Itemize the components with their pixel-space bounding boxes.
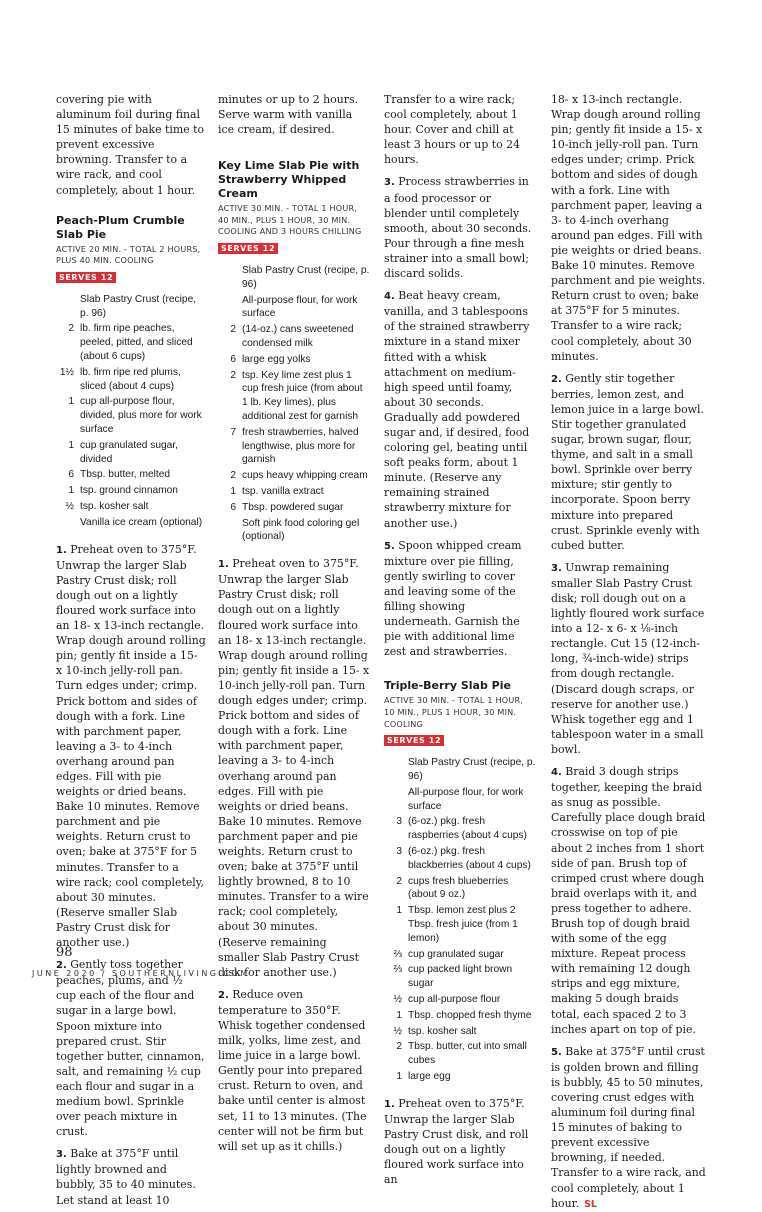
ingredient-qty: 1 — [396, 1070, 402, 1082]
ingredient-qty: 3 — [396, 816, 402, 828]
ingredient-qty: 2 — [396, 875, 402, 887]
ingredient-qty: 3 — [396, 845, 402, 857]
ingredient-qty — [218, 517, 242, 545]
step-paragraph — [218, 556, 370, 980]
ingredient-qty: 1 — [396, 905, 402, 917]
ingredient-text: Tbsp. powdered sugar — [242, 501, 344, 513]
ingredient-text: large egg yolks — [242, 353, 311, 365]
step-text: Preheat oven to 375°F. Unwrap the larger Slab Pastry Crust disk; roll dough out on a lightly floured work surface into an 18- x 13-inch rectangle. Wrap dough around rolling pin; gently fit inside a 15- x 10-inch jelly-roll pan. Turn dough edges under; crimp. Prick bottom and sides of dough with a fork. Line with parchment paper, leaving a 3- to 4-inch overhang around pan edges. Fill with pie weights or dried beans. Bake 10 minutes. Remove parchment paper and pie weights. Return crust to oven; bake at 375°F until lightly browned, 8 to 10 minutes. Transfer to a wire rack; cool completely, about 30 minutes. (Reserve remaining smaller Slab Pastry Crust disk for another use.) — [218, 557, 370, 979]
serves-badge: SERVES 12 — [56, 272, 116, 283]
ingredient-qty: 6 — [230, 353, 236, 365]
ingredient-qty — [56, 516, 80, 530]
step-list — [218, 556, 370, 1154]
brand-mark: SL — [584, 1198, 597, 1210]
step-list — [384, 1096, 536, 1188]
ingredient-item — [56, 516, 206, 530]
ingredient-text: Vanilla ice cream (optional) — [80, 516, 203, 528]
ingredient-list — [384, 756, 536, 1084]
step-paragraph — [551, 371, 707, 553]
ingredient-qty — [56, 293, 80, 321]
step-text: Bake at 375°F until lightly browned and bubbly, 35 to 40 minutes. Let stand at least 10 — [56, 1147, 196, 1207]
step-paragraph — [551, 1044, 707, 1212]
step-number: 1. — [218, 559, 229, 571]
step-number: 3. — [384, 177, 395, 189]
step-number: 2. — [218, 989, 229, 1001]
ingredient-text: tsp. kosher salt — [408, 1025, 477, 1037]
recipe-peach-plum — [56, 214, 206, 1208]
ingredient-item — [218, 264, 370, 292]
step-paragraph — [56, 957, 206, 1139]
step-list — [551, 371, 707, 1212]
step-text: Preheat oven to 375°F. Unwrap the larger Slab Pastry Crust disk; roll dough out on a lightly floured work surface into an 18- x 13-inch rectangle. Wrap dough around rolling pin; gently fit inside a 15- x 10-inch jelly-roll pan. Turn edges under; crimp. Prick bottom and sides of dough with a fork. Line with parchment paper, leaving a 3- to 4-inch overhang around pan edges. Fill with pie weights or dried beans. Bake 10 minutes. Remove parchment and pie weights. Return crust to oven; bake at 375°F for 5 minutes. Transfer to a wire rack; cool completely, about 30 minutes. (Reserve smaller Slab Pastry Crust disk for another use.) — [56, 542, 206, 950]
step-text: Reduce oven temperature to 350°F. Whisk together condensed milk, yolks, lime zest, and lime juice in a large bowl. Gently pour into prepared crust. Return to oven, and bake until center is almost set, 11 to 13 minutes. (The center will not be firm but will set up as it chills.) — [218, 987, 367, 1153]
column-2 — [218, 92, 370, 1154]
ingredient-text: cup packed light brown sugar — [408, 964, 513, 990]
step-number: 5. — [551, 1046, 562, 1058]
step-number: 2. — [56, 960, 67, 972]
ingredient-text: tsp. vanilla extract — [242, 486, 324, 498]
step-paragraph — [56, 1146, 206, 1207]
ingredient-list — [56, 293, 206, 530]
intro-text: 18- x 13-inch rectangle. Wrap dough around rolling pin; gently fit inside a 15- x 10-inch jelly-roll pan. Turn edges under; crimp. Prick bottom and sides of dough with a fork. Line with parchment paper, leaving a 3- to 4-inch overhang around pan edges. Fill with pie weights or dried beans. Bake 10 minutes. Remove parchment and pie weights. Return crust to oven; bake at 375°F for 5 minutes. Transfer to a wire rack; cool completely, about 30 minutes. — [551, 93, 706, 363]
ingredient-qty — [218, 264, 242, 292]
ingredient-qty: 1 — [396, 1009, 402, 1021]
column-3 — [384, 92, 536, 1187]
step-text: Spoon whipped cream mixture over pie filling, gently swirling to cover and leaving some of the filling showing underneath. Garnish the pie with additional lime zest and strawberries. — [384, 538, 522, 659]
ingredient-item — [384, 875, 536, 903]
ingredient-item — [384, 1070, 536, 1084]
ingredient-item — [384, 963, 536, 991]
ingredient-qty: 1 — [68, 439, 74, 451]
ingredient-qty: ½ — [65, 501, 74, 512]
recipe-meta: ACTIVE 30 MIN. - TOTAL 1 HOUR, 40 MIN., PLUS 1 HOUR, 30 MIN. COOLING AND 3 HOURS CHILLING — [218, 203, 362, 237]
ingredient-text: tsp. Key lime zest plus 1 cup fresh juice (from about 1 lb. Key limes), plus additional zest for garnish — [242, 369, 363, 423]
ingredient-text: lb. firm ripe red plums, sliced (about 4 cups) — [80, 366, 181, 392]
ingredient-item — [384, 1040, 536, 1068]
ingredient-item — [218, 517, 370, 545]
ingredient-item — [56, 322, 206, 363]
recipe-key-lime — [218, 159, 370, 1154]
ingredient-qty: 6 — [230, 501, 236, 513]
step-paragraph — [384, 288, 536, 531]
ingredient-item — [218, 426, 370, 467]
ingredient-qty: 1 — [68, 396, 74, 408]
step-number: 3. — [551, 562, 562, 574]
recipe-title: Key Lime Slab Pie with Strawberry Whipped Cream — [218, 159, 360, 201]
ingredient-text: Slab Pastry Crust (recipe, p. 96) — [242, 265, 370, 290]
ingredient-text: Tbsp. lemon zest plus 2 Tbsp. fresh juice (from 1 lemon) — [408, 905, 518, 944]
column-4 — [551, 92, 707, 1212]
ingredient-qty — [218, 294, 242, 322]
ingredient-item — [56, 484, 206, 498]
step-paragraph — [551, 560, 707, 757]
step-text: Process strawberries in a food processor or blender until completely smooth, about 30 seconds. Pour through a fine mesh strainer into a small bowl; discard solids. — [384, 175, 532, 281]
ingredient-item — [384, 948, 536, 962]
ingredient-list — [218, 264, 370, 544]
recipe-title: Triple-Berry Slab Pie — [384, 679, 511, 693]
ingredient-item — [218, 353, 370, 367]
recipe-meta: ACTIVE 30 MIN. - TOTAL 1 HOUR, 10 MIN., PLUS 1 HOUR, 30 MIN. COOLING — [384, 695, 524, 729]
recipe-title: Peach-Plum Crumble Slab Pie — [56, 213, 185, 241]
ingredient-item — [218, 501, 370, 515]
step-number: 1. — [384, 1098, 395, 1110]
ingredient-qty: 2 — [230, 369, 236, 381]
ingredient-qty: 2 — [396, 1041, 402, 1053]
step-number: 1. — [56, 544, 67, 556]
ingredient-text: cups heavy whipping cream — [242, 470, 368, 482]
serves-badge: SERVES 12 — [384, 735, 444, 746]
ingredient-text: tsp. ground cinnamon — [80, 485, 178, 497]
ingredient-item — [384, 786, 536, 814]
step-paragraph — [384, 1096, 536, 1188]
step-text: Gently toss together peaches, plums, and ½ cup each of the flour and sugar in a large bowl. Spoon mixture into prepared crust. Stir together butter, cinnamon, salt, and remaining ½ cup each flour and sugar in a medium bowl. Sprinkle over peach mixture in crust. — [56, 958, 205, 1139]
ingredient-qty — [384, 786, 408, 814]
ingredient-item — [218, 323, 370, 351]
ingredient-text: (14-oz.) cans sweetened condensed milk — [242, 324, 354, 350]
ingredient-qty: ½ — [393, 993, 402, 1005]
step-number: 4. — [551, 767, 562, 779]
step-text: Braid 3 dough strips together, keeping the braid as snug as possible. Carefully place dough braid crosswise on top of pie about 2 inches from 1 short side of pan. Brush top of crimped crust where dough braid overlaps with it, and press together to adhere. Brush top of dough braid with some of the egg mixture. Repeat process with remaining 12 dough strips and egg mixture, making 5 dough braids total, each spaced 2 to 3 inches apart on top of pie. — [551, 765, 706, 1036]
intro-text: minutes or up to 2 hours. Serve warm with vanilla ice cream, if desired. — [218, 93, 359, 137]
ingredient-text: lb. firm ripe peaches, peeled, pitted, and sliced (about 6 cups) — [80, 323, 193, 363]
ingredient-text: Tbsp. butter, cut into small cubes — [408, 1041, 527, 1067]
ingredient-item — [218, 369, 370, 424]
ingredient-item — [56, 500, 206, 514]
serves-badge: SERVES 12 — [218, 243, 278, 254]
ingredient-text: All-purpose flour, for work surface — [408, 786, 524, 812]
ingredient-text: Slab Pastry Crust (recipe, p. 96) — [80, 293, 197, 319]
step-list — [384, 174, 536, 659]
ingredient-item — [384, 1025, 536, 1039]
page-number: 98 — [56, 945, 73, 960]
ingredient-item — [384, 993, 536, 1007]
ingredient-text: Soft pink food coloring gel (optional) — [242, 517, 360, 543]
ingredient-item — [218, 469, 370, 483]
ingredient-text: All-purpose flour, for work surface — [242, 294, 358, 320]
step-number: 4. — [384, 291, 395, 303]
ingredient-item — [384, 845, 536, 873]
ingredient-qty — [384, 756, 408, 784]
recipe-triple-berry — [384, 679, 536, 1187]
step-text: Preheat oven to 375°F. Unwrap the larger Slab Pastry Crust disk, and roll dough out on a lightly floured work surface into an — [384, 1096, 529, 1187]
footer-text: JUNE 2020 / SOUTHERNLIVING.COM — [32, 969, 250, 978]
ingredient-text: Slab Pastry Crust (recipe, p. 96) — [408, 757, 536, 782]
step-text: Unwrap remaining smaller Slab Pastry Crust disk; roll dough out on a lightly floured work surface into a 12- x 6- x ⅛-inch rectangle. Cut 15 (12-inch-long, ¾-inch-wide) strips from dough rectangle. (Discard dough scraps, or reserve for another use.) Whisk together egg and 1 tablespoon water in a small bowl. — [551, 560, 705, 756]
ingredient-item — [56, 293, 206, 321]
ingredient-text: large egg — [408, 1070, 451, 1082]
ingredient-item — [56, 395, 206, 436]
ingredient-item — [56, 468, 206, 482]
column-1 — [56, 92, 206, 1208]
ingredient-item — [56, 439, 206, 467]
ingredient-qty: 2 — [230, 324, 236, 336]
ingredient-text: cup all-purpose flour, divided, plus more for work surface — [80, 396, 202, 436]
ingredient-item — [384, 1009, 536, 1023]
ingredient-text: (6-oz.) pkg. fresh raspberries (about 4 cups) — [408, 816, 527, 842]
step-text: Beat heavy cream, vanilla, and 3 tablespoons of the strained strawberry mixture in a stand mixer fitted with a whisk attachment on medium-high speed until foamy, about 30 seconds. Gradually add powdered sugar and, if desired, food coloring gel, beating until soft peaks form, about 1 minute. (Reserve any remaining strained strawberry mixture for another use.) — [384, 289, 530, 530]
ingredient-qty: 7 — [230, 426, 236, 438]
ingredient-text: fresh strawberries, halved lengthwise, plus more for garnish — [242, 426, 359, 466]
ingredient-qty: 1½ — [59, 366, 74, 378]
ingredient-qty: 1 — [230, 486, 236, 498]
ingredient-text: cup all-purpose flour — [408, 993, 501, 1005]
ingredient-item — [384, 756, 536, 784]
ingredient-item — [56, 366, 206, 394]
ingredient-qty: 2 — [68, 323, 74, 335]
step-list — [56, 542, 206, 1208]
ingredient-text: (6-oz.) pkg. fresh blackberries (about 4 cups) — [408, 845, 531, 871]
step-text: Gently stir together berries, lemon zest, and lemon juice in a large bowl. Stir together granulated sugar, brown sugar, flour, thyme, and salt in a small bowl. Sprinkle over berry mixture; stir gently to incorporate. Spoon berry mixture into prepared crust. Sprinkle evenly with cubed butter. — [551, 371, 704, 552]
intro-text: covering pie with aluminum foil during final 15 minutes of bake time to prevent excessive browning. Transfer to a wire rack, and cool completely, about 1 hour. — [56, 93, 205, 197]
ingredient-qty: 1 — [68, 485, 74, 497]
ingredient-qty: ⅔ — [393, 948, 402, 960]
ingredient-text: cup granulated sugar — [408, 948, 504, 960]
step-paragraph — [384, 174, 536, 281]
ingredient-text: Tbsp. butter, melted — [80, 469, 171, 481]
step-paragraph — [384, 538, 536, 660]
ingredient-qty: 2 — [230, 470, 236, 482]
recipe-meta: ACTIVE 20 MIN. - TOTAL 2 HOURS, PLUS 40 MIN. COOLING — [56, 243, 201, 266]
ingredient-item — [218, 485, 370, 499]
ingredient-item — [384, 815, 536, 843]
ingredient-text: cups fresh blueberries (about 9 oz.) — [408, 875, 509, 901]
step-number: 3. — [56, 1149, 67, 1161]
intro-text: Transfer to a wire rack; cool completely, about 1 hour. Cover and chill at least 3 hours or up to 24 hours. — [384, 93, 521, 167]
step-paragraph — [56, 542, 206, 951]
ingredient-item — [218, 294, 370, 322]
step-paragraph — [551, 764, 707, 1037]
ingredient-qty: ½ — [393, 1025, 402, 1037]
ingredient-text: tsp. kosher salt — [80, 501, 149, 512]
step-paragraph — [218, 987, 370, 1154]
step-number: 5. — [384, 540, 395, 552]
step-number: 2. — [551, 373, 562, 385]
ingredient-qty: ⅔ — [393, 964, 402, 976]
ingredient-text: cup granulated sugar, divided — [80, 439, 178, 465]
ingredient-qty: 6 — [68, 469, 74, 481]
ingredient-text: Tbsp. chopped fresh thyme — [408, 1009, 532, 1021]
step-text: Bake at 375°F until crust is golden brown and filling is bubbly, 45 to 50 minutes, covering crust edges with aluminum foil during final 15 minutes of baking to prevent excessive browning, if needed. Transfer to a wire rack, and cool completely, about 1 hour. — [551, 1044, 706, 1210]
ingredient-item — [384, 904, 536, 945]
